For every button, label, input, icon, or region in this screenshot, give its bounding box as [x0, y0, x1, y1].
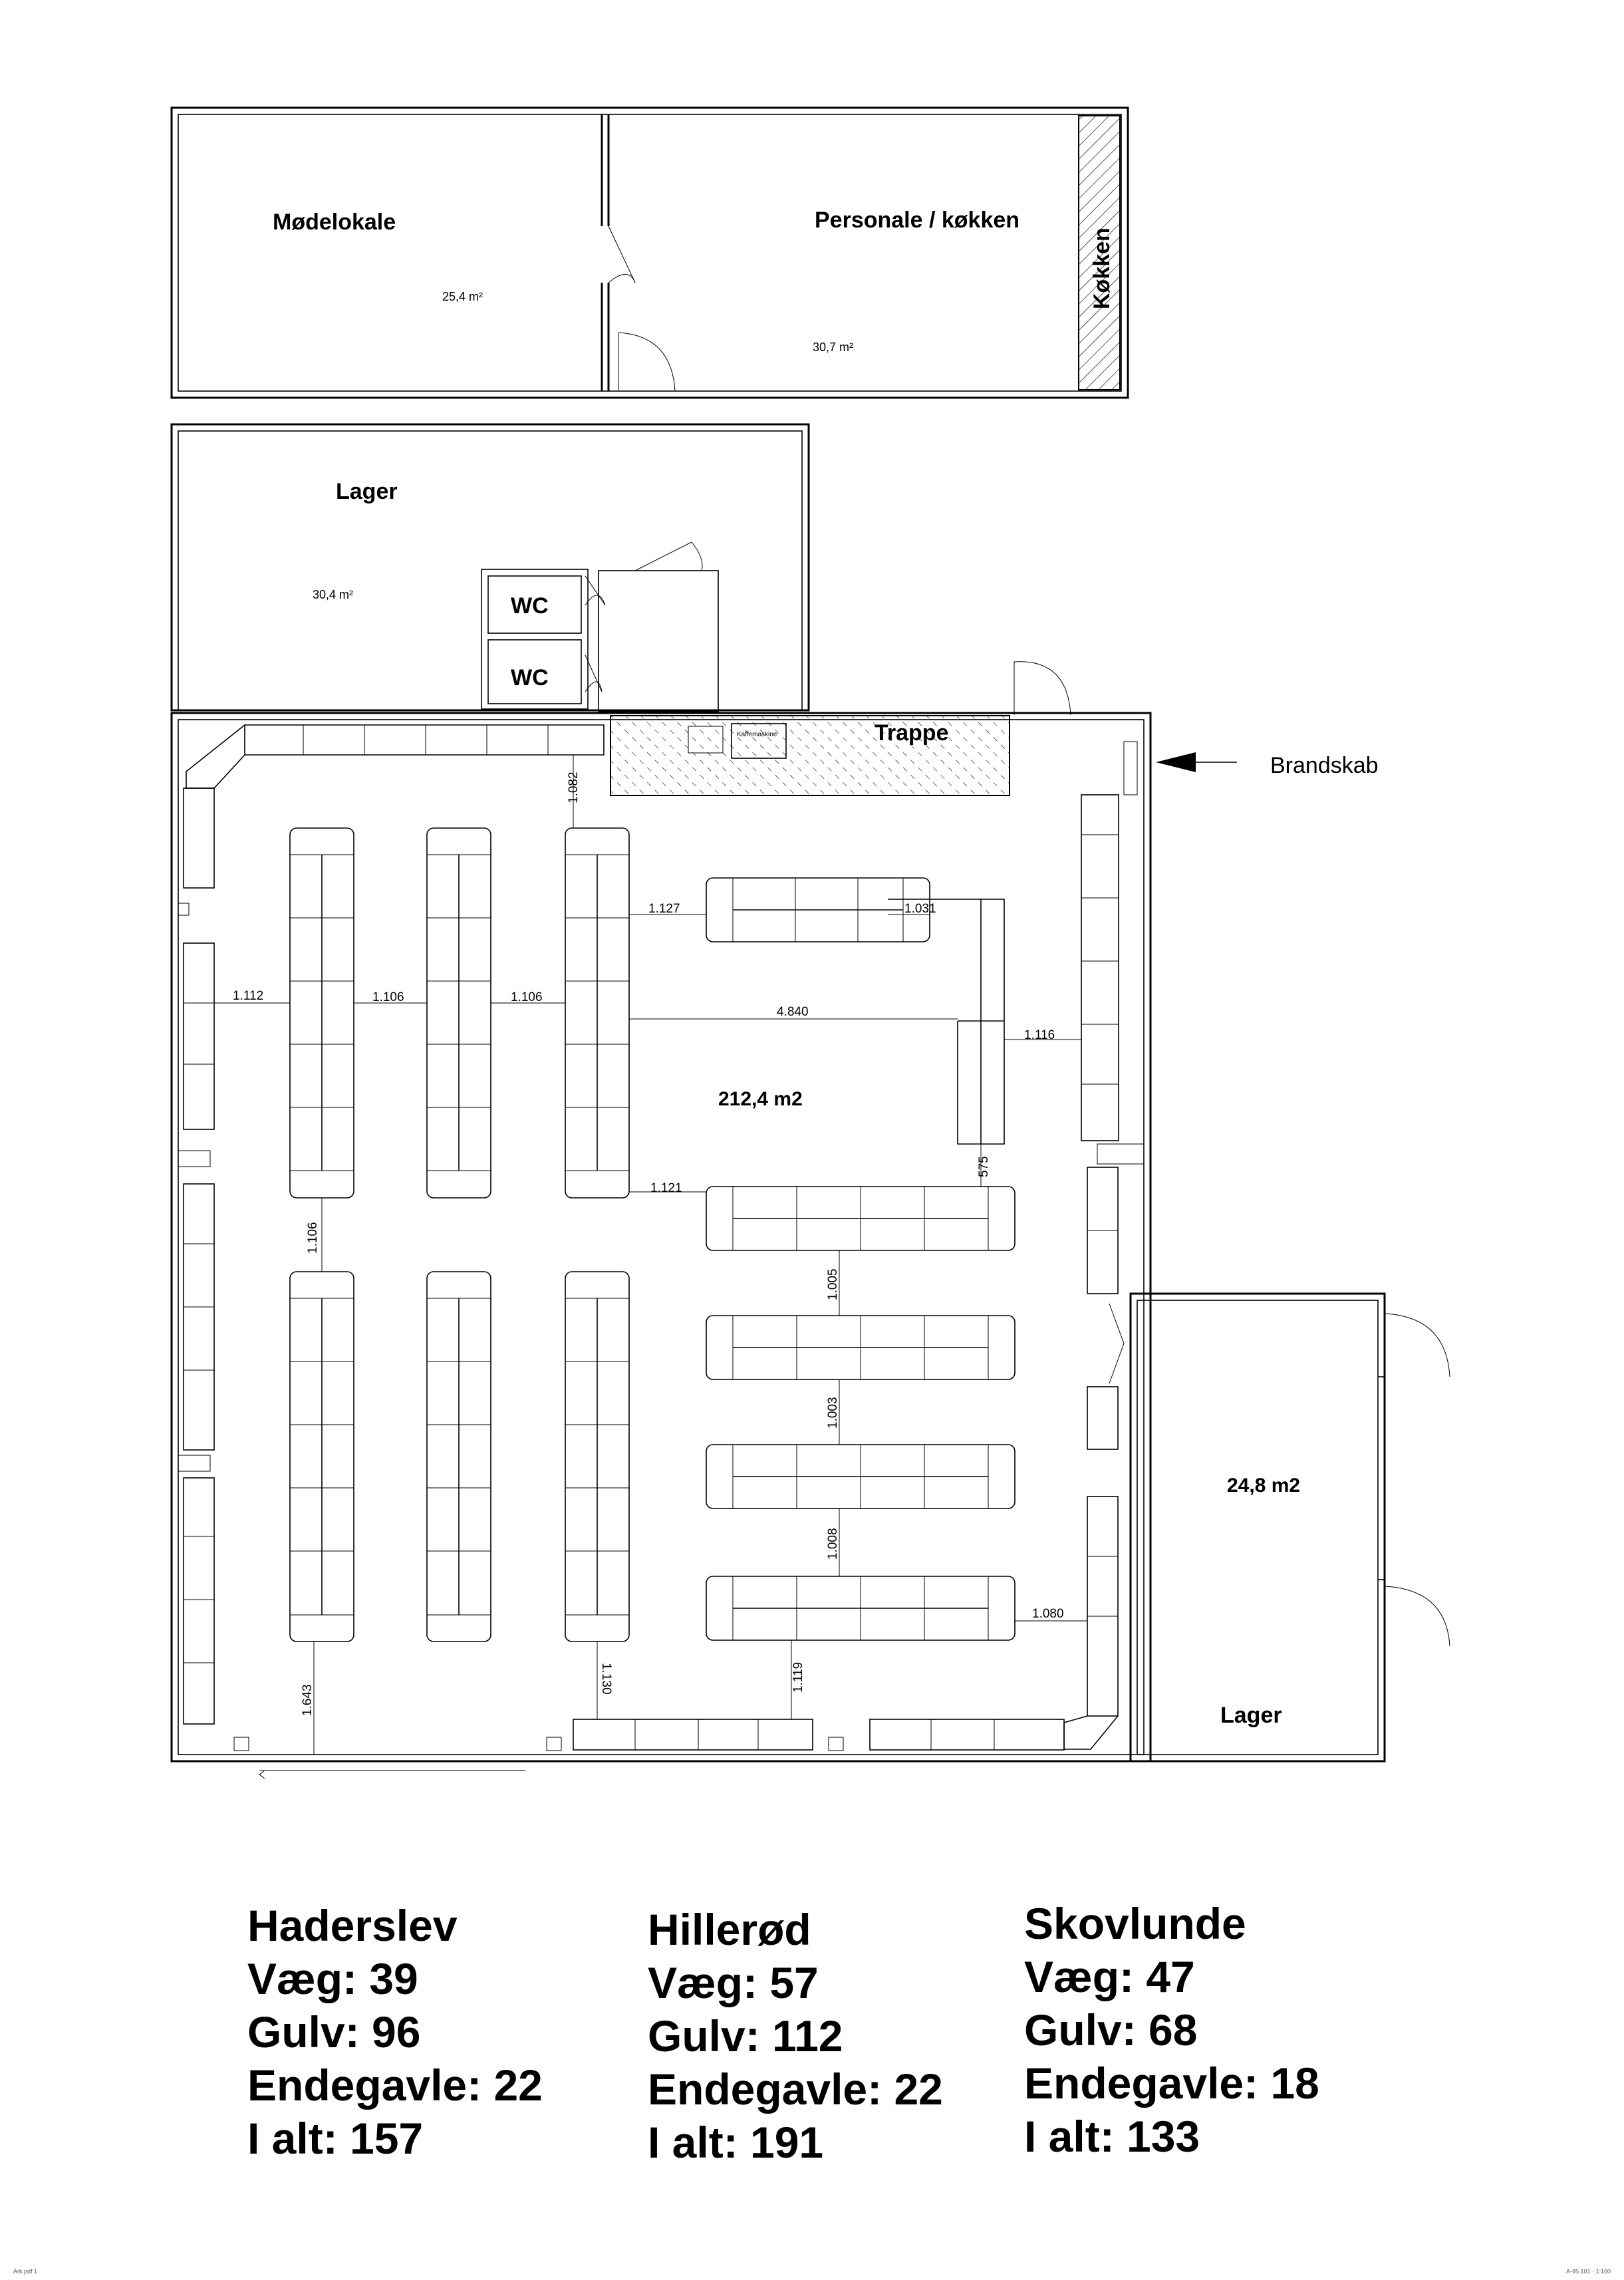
storage-top-area: 30,4 m²: [313, 588, 354, 601]
kitchen-counter-label: Køkken: [1089, 227, 1115, 309]
dim-1121: 1.121: [650, 1181, 682, 1195]
dim-1112: 1.112: [233, 989, 264, 1003]
dim-1106-c: 1.106: [306, 1222, 320, 1254]
stairs-label: Trappe: [875, 720, 949, 746]
store-summary-haderslev: [247, 1899, 620, 2165]
meeting-room-label: Mødelokale: [273, 210, 396, 235]
dim-575: 575: [977, 1156, 991, 1177]
meeting-room-area: 25,4 m²: [442, 290, 483, 303]
fire-cabinet-marker: [1156, 752, 1237, 772]
dim-1080: 1.080: [1032, 1607, 1064, 1621]
dim-4840: 4.840: [777, 1005, 809, 1019]
dim-1106-a: 1.106: [372, 990, 404, 1004]
arrow-left-icon: [1156, 752, 1196, 772]
store-wall-count: Væg: 57: [648, 1958, 819, 2007]
staff-kitchen-label: Personale / køkken: [815, 208, 1020, 233]
wc-1-label: WC: [511, 593, 549, 619]
store-wall-count: Væg: 47: [1024, 1952, 1195, 2001]
store-summary-hillerod: [648, 1903, 1020, 2169]
store-name: Haderslev: [247, 1901, 458, 1950]
store-endcap-count: Endegavle: 22: [247, 2061, 543, 2110]
dim-1031: 1.031: [904, 902, 936, 916]
gondola-group-right: [706, 878, 1015, 1640]
storage-top-label: Lager: [336, 479, 398, 504]
dim-1003: 1.003: [826, 1397, 840, 1429]
fire-cabinet-label: Brandskab: [1270, 753, 1379, 778]
store-floor-count: Gulv: 112: [648, 2011, 843, 2061]
dim-1130: 1.130: [599, 1663, 613, 1695]
dim-1119: 1.119: [791, 1661, 805, 1693]
footer-right: A-95.101 · 1:100: [1565, 2268, 1611, 2275]
stairs-area: [610, 716, 1010, 795]
coffee-machine-label: Kaffemaskine: [737, 731, 777, 738]
top-building: [172, 108, 1128, 398]
side-room-label: Lager: [1220, 1703, 1282, 1728]
store-endcap-count: Endegavle: 22: [648, 2065, 943, 2114]
store-total-count: I alt: 157: [247, 2114, 424, 2163]
store-wall-count: Væg: 39: [247, 1954, 418, 2003]
wc-2-label: WC: [511, 665, 549, 690]
side-room: [1131, 1294, 1450, 1761]
main-shop-area: 212,4 m2: [718, 1088, 803, 1110]
dim-1643: 1.643: [301, 1684, 315, 1716]
store-name: Skovlunde: [1024, 1899, 1246, 1948]
dim-1127: 1.127: [648, 902, 680, 916]
gondola-group-top: [290, 828, 629, 1198]
dim-1082: 1.082: [567, 772, 581, 803]
dim-1005: 1.005: [826, 1268, 840, 1300]
staff-kitchen-area: 30,7 m²: [813, 341, 854, 354]
dim-1116: 1.116: [1024, 1028, 1055, 1042]
dim-1106-b: 1.106: [511, 990, 543, 1004]
storage-building: [172, 424, 1071, 715]
store-name: Hillerød: [648, 1905, 811, 1954]
store-total-count: I alt: 191: [648, 2118, 824, 2167]
footer-left: Ark.pdf 1: [13, 2268, 38, 2275]
store-floor-count: Gulv: 68: [1024, 2005, 1198, 2055]
store-summary-skovlunde: [1024, 1897, 1397, 2163]
store-total-count: I alt: 133: [1024, 2112, 1200, 2161]
dim-1008: 1.008: [826, 1528, 840, 1560]
store-endcap-count: Endegavle: 18: [1024, 2059, 1319, 2108]
store-floor-count: Gulv: 96: [247, 2007, 421, 2057]
side-room-area: 24,8 m2: [1227, 1475, 1301, 1496]
gondola-group-bottom: [290, 1272, 629, 1641]
